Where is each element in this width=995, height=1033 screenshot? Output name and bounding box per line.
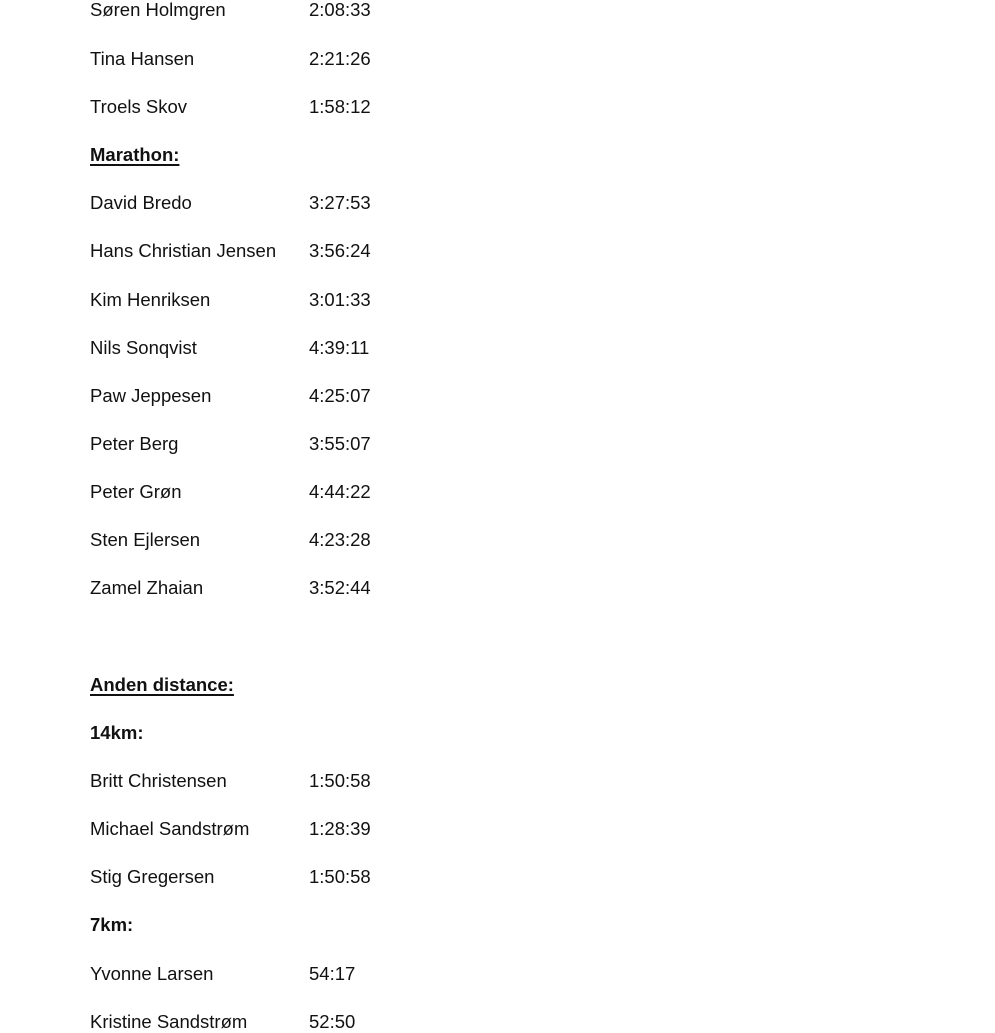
runner-time: 3:52:44 bbox=[309, 577, 371, 598]
km14-heading-text: 14km: bbox=[90, 722, 144, 743]
result-row bbox=[90, 576, 371, 600]
runner-time: 1:50:58 bbox=[309, 866, 371, 887]
runner-time: 3:55:07 bbox=[309, 433, 371, 454]
runner-name: Kim Henriksen bbox=[90, 289, 211, 310]
other-distance-heading-text: Anden distance: bbox=[90, 674, 234, 695]
runner-name: Zamel Zhaian bbox=[90, 577, 204, 598]
runner-time: 3:27:53 bbox=[309, 192, 371, 213]
marathon-heading bbox=[90, 143, 180, 167]
result-row bbox=[90, 480, 371, 504]
runner-name: Michael Sandstrøm bbox=[90, 818, 250, 839]
km7-heading-text: 7km: bbox=[90, 914, 134, 935]
result-row bbox=[90, 95, 371, 119]
heading-underline-fill bbox=[234, 673, 318, 697]
runner-name: Nils Sonqvist bbox=[90, 337, 197, 358]
km14-heading bbox=[90, 721, 144, 745]
runner-time: 2:08:33 bbox=[309, 0, 371, 20]
runner-time: 52:50 bbox=[309, 1011, 356, 1032]
result-row bbox=[90, 288, 371, 312]
runner-time: 4:23:28 bbox=[309, 529, 371, 550]
runner-time: 4:44:22 bbox=[309, 481, 371, 502]
result-row bbox=[90, 336, 370, 360]
result-row bbox=[90, 0, 371, 22]
runner-name: Britt Christensen bbox=[90, 770, 227, 791]
km7-heading bbox=[90, 913, 134, 937]
result-row bbox=[90, 432, 371, 456]
result-row bbox=[90, 769, 371, 793]
runner-time: 1:50:58 bbox=[309, 770, 371, 791]
result-row bbox=[90, 239, 371, 263]
runner-name: David Bredo bbox=[90, 192, 192, 213]
runner-time: 1:58:12 bbox=[309, 96, 371, 117]
runner-time: 3:56:24 bbox=[309, 240, 371, 261]
result-row bbox=[90, 962, 356, 986]
runner-name: Hans Christian Jensen bbox=[90, 240, 277, 261]
result-row bbox=[90, 47, 371, 71]
runner-time: 3:01:33 bbox=[309, 289, 371, 310]
runner-name: Stig Gregersen bbox=[90, 866, 215, 887]
runner-name: Paw Jeppesen bbox=[90, 385, 212, 406]
runner-time: 1:28:39 bbox=[309, 818, 371, 839]
runner-name: Kristine Sandstrøm bbox=[90, 1011, 248, 1032]
runner-time: 2:21:26 bbox=[309, 48, 371, 69]
marathon-heading-text: Marathon: bbox=[90, 144, 180, 165]
runner-name: Søren Holmgren bbox=[90, 0, 226, 20]
runner-time: 4:25:07 bbox=[309, 385, 371, 406]
result-row bbox=[90, 191, 371, 215]
runner-time: 4:39:11 bbox=[309, 337, 370, 358]
heading-underline-fill bbox=[179, 143, 199, 167]
result-row bbox=[90, 528, 371, 552]
result-row bbox=[90, 865, 371, 889]
result-row bbox=[90, 384, 371, 408]
runner-name: Sten Ejlersen bbox=[90, 529, 201, 550]
other-distance-heading bbox=[90, 673, 234, 697]
runner-name: Peter Grøn bbox=[90, 481, 182, 502]
runner-time: 54:17 bbox=[309, 963, 356, 984]
result-row bbox=[90, 1010, 356, 1033]
runner-name: Peter Berg bbox=[90, 433, 179, 454]
runner-name: Troels Skov bbox=[90, 96, 187, 117]
result-row bbox=[90, 817, 371, 841]
runner-name: Tina Hansen bbox=[90, 48, 195, 69]
runner-name: Yvonne Larsen bbox=[90, 963, 214, 984]
